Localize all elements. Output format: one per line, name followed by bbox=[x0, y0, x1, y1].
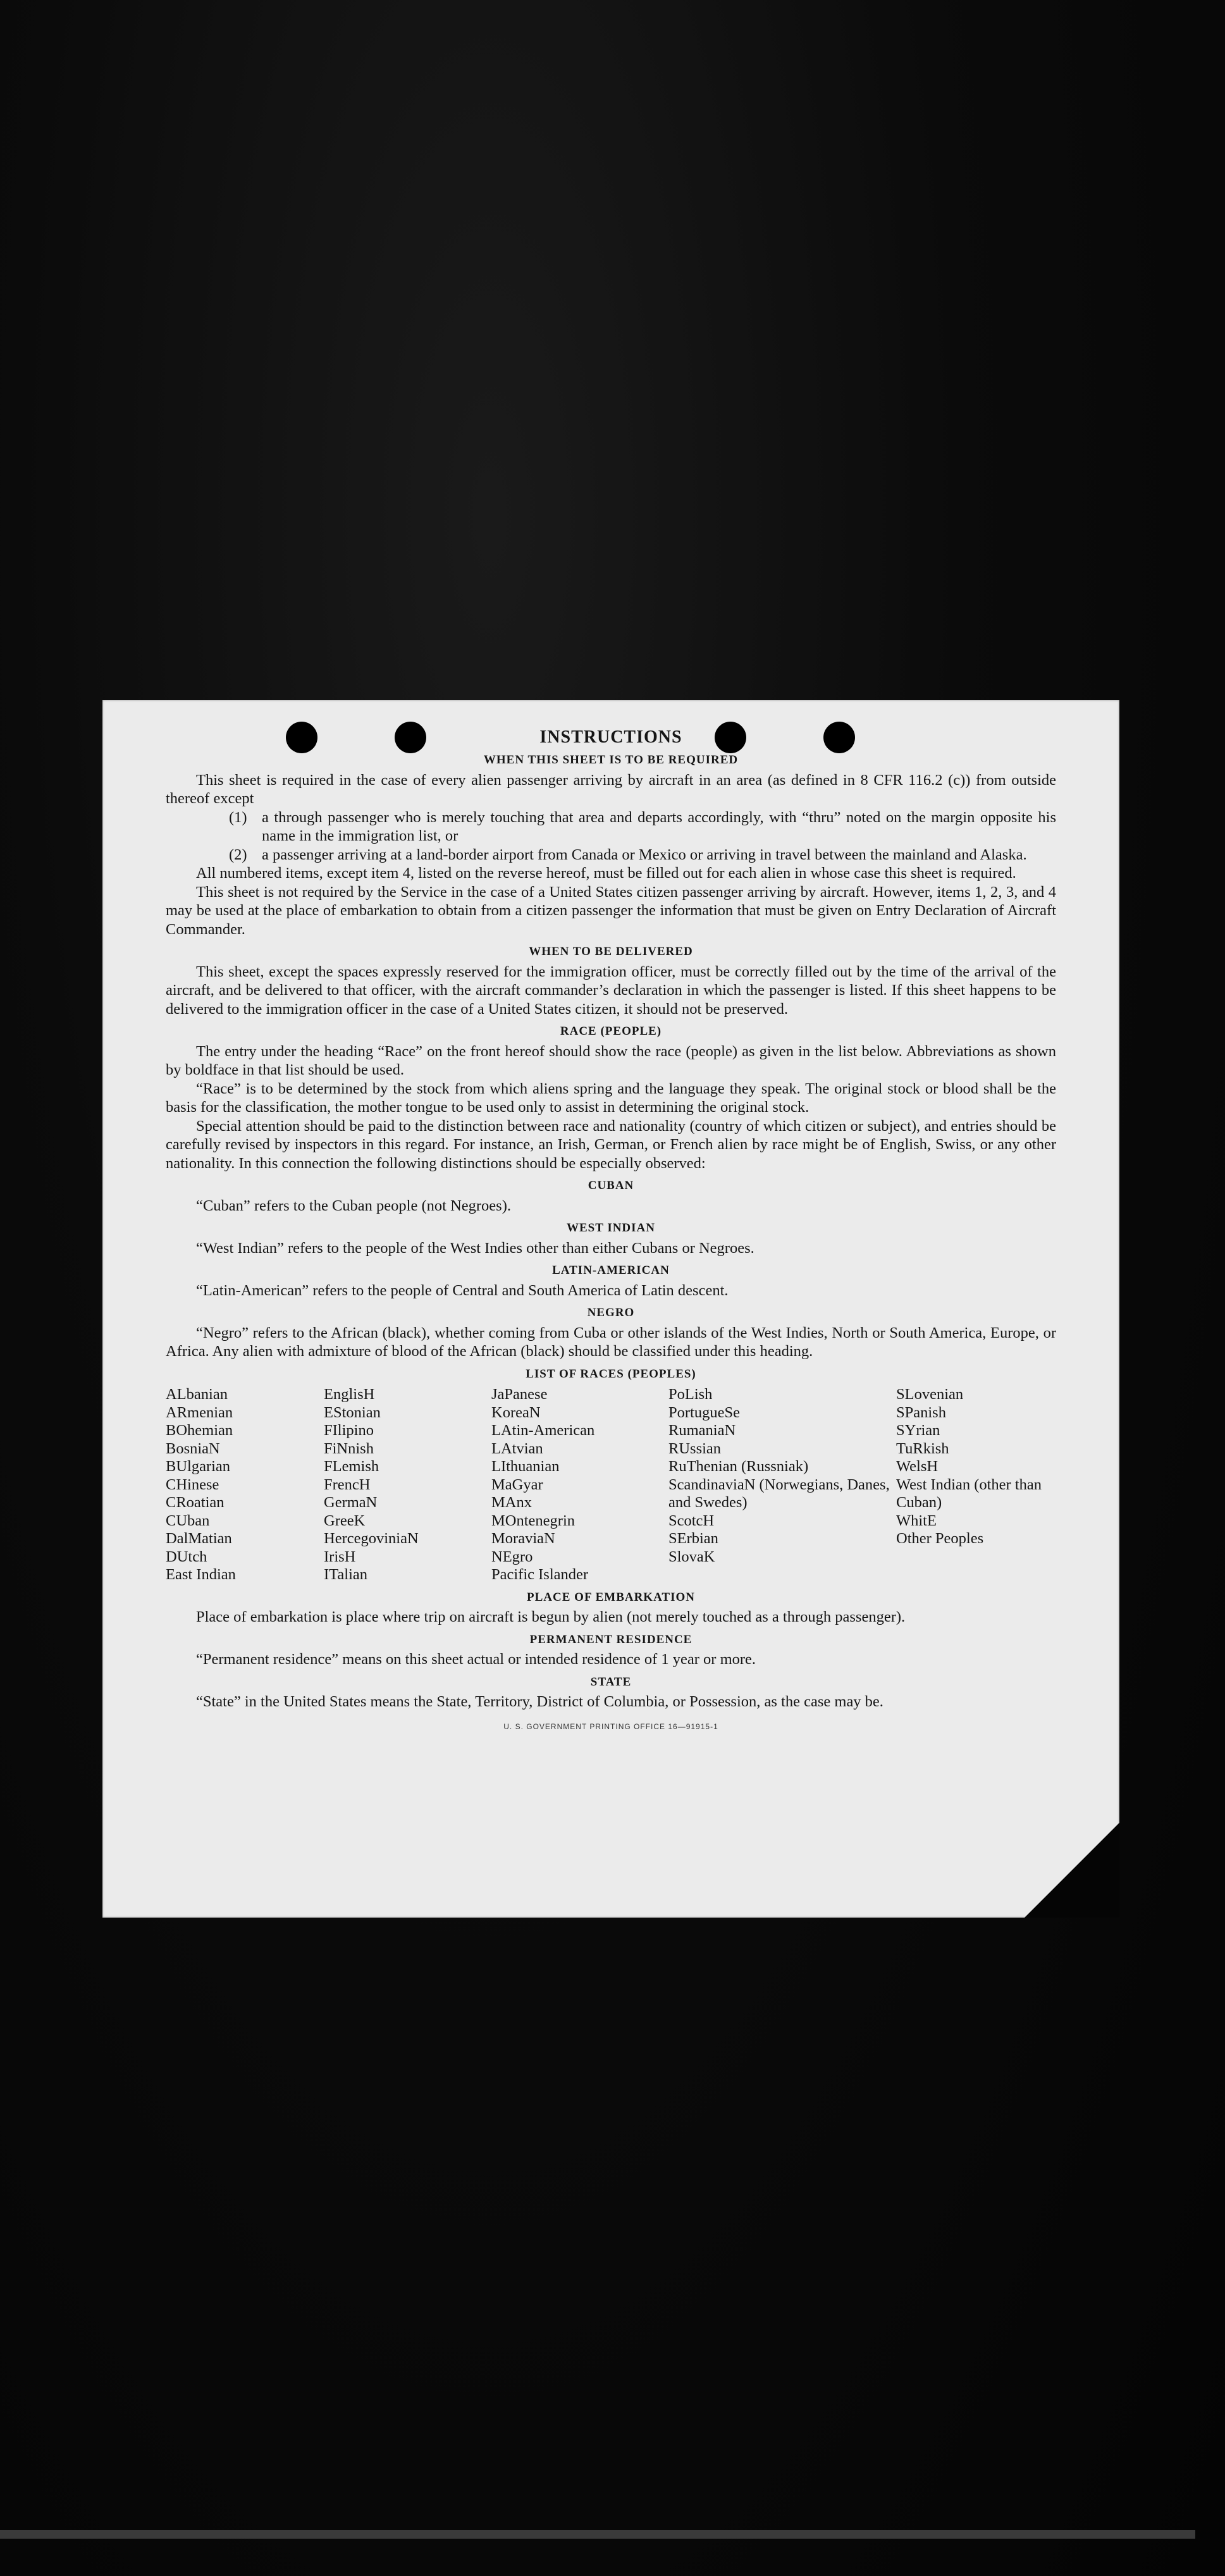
heading-negro: NEGRO bbox=[587, 1306, 635, 1319]
race-entry: SPanish bbox=[896, 1403, 946, 1421]
race-entry: East Indian bbox=[166, 1566, 236, 1583]
race-entry: CHinese bbox=[166, 1476, 219, 1493]
race-entry: TuRkish bbox=[896, 1439, 949, 1457]
race-entry: MoraviaN bbox=[491, 1530, 555, 1547]
race-entry: WhitE bbox=[896, 1512, 937, 1529]
item-number: (2) bbox=[229, 846, 247, 863]
race-entry: FLemish bbox=[324, 1458, 379, 1475]
heading-delivered: WHEN TO BE DELIVERED bbox=[529, 945, 693, 958]
race-entry: MaGyar bbox=[491, 1476, 543, 1493]
race-entry: DUtch bbox=[166, 1548, 207, 1565]
races-list bbox=[166, 1386, 1056, 1584]
race-entry: NEgro bbox=[491, 1548, 533, 1565]
item-number: (1) bbox=[229, 808, 247, 826]
heading-required: WHEN THIS SHEET IS TO BE REQUIRED bbox=[483, 753, 739, 767]
instruction-sheet bbox=[102, 700, 1119, 1918]
race-entry: LAtin-American bbox=[491, 1422, 595, 1439]
document-body bbox=[166, 728, 1056, 1736]
race-entry: MOntenegrin bbox=[491, 1512, 575, 1529]
race-entry: ScandinaviaN (Norwegians, Danes, and Swedes) bbox=[668, 1476, 890, 1511]
race-entry: IrisH bbox=[324, 1548, 356, 1565]
race-entry: FiNnish bbox=[324, 1439, 374, 1457]
race-entry: ARmenian bbox=[166, 1403, 233, 1421]
race-entry: FrencH bbox=[324, 1476, 371, 1493]
race-entry: SlovaK bbox=[668, 1548, 715, 1565]
paragraph: “Cuban” refers to the Cuban people (not Negroes). bbox=[196, 1197, 511, 1214]
race-entry: DalMatian bbox=[166, 1530, 232, 1547]
race-entry: ScotcH bbox=[668, 1512, 715, 1529]
heading-cuban: CUBAN bbox=[588, 1179, 634, 1192]
races-column bbox=[166, 1386, 324, 1584]
race-entry: CRoatian bbox=[166, 1494, 225, 1511]
race-entry: ALbanian bbox=[166, 1386, 228, 1403]
paragraph: Place of embarkation is place where trip on aircraft is begun by alien (not merely touched as a through passenger). bbox=[196, 1608, 906, 1625]
paragraph: This sheet, except the spaces expressly reserved for the immigration officer, must be correctly filled out by the time of the arrival of the aircraft, and be delivered to that officer, with the aircraft commander’s declaration in which the passenger is listed. If this sheet happens to be delivered to the immigration officer in the case of a United States citizen, it should not be preserved. bbox=[166, 963, 1056, 1018]
paragraph: This sheet is required in the case of every alien passenger arriving by aircraft in an area (as defined in 8 CFR 116.2 (c)) from outside thereof except bbox=[166, 771, 1056, 807]
race-entry: BosniaN bbox=[166, 1439, 220, 1457]
numbered-item bbox=[229, 846, 1056, 865]
heading-west-indian: WEST INDIAN bbox=[567, 1221, 655, 1235]
race-entry: LAtvian bbox=[491, 1439, 543, 1457]
paragraph: “State” in the United States means the State, Territory, District of Columbia, or Possession, as the case may be. bbox=[196, 1693, 883, 1710]
item-text: a through passenger who is merely touching that area and departs accordingly, with “thru” noted on the margin opposite his name in the immigration list, or bbox=[262, 808, 1056, 844]
race-entry: WelsH bbox=[896, 1458, 939, 1475]
races-column bbox=[668, 1386, 896, 1584]
races-column bbox=[324, 1386, 491, 1584]
race-entry: ITalian bbox=[324, 1566, 368, 1583]
printing-office-imprint: U. S. GOVERNMENT PRINTING OFFICE 16—91915-1 bbox=[503, 1722, 718, 1731]
heading-race: RACE (PEOPLE) bbox=[560, 1025, 662, 1038]
numbered-item bbox=[229, 808, 1056, 846]
heading-state: STATE bbox=[590, 1675, 632, 1689]
race-entry: Other Peoples bbox=[896, 1530, 984, 1547]
race-entry: CUban bbox=[166, 1512, 210, 1529]
race-entry: RuThenian (Russniak) bbox=[668, 1458, 809, 1475]
heading-list-of-races: LIST OF RACES (PEOPLES) bbox=[526, 1367, 696, 1381]
document-title: INSTRUCTIONS bbox=[539, 727, 682, 747]
heading-latin-american: LATIN-AMERICAN bbox=[552, 1264, 670, 1277]
race-entry: FIlipino bbox=[324, 1422, 374, 1439]
race-entry: LIthuanian bbox=[491, 1458, 560, 1475]
race-entry: GreeK bbox=[324, 1512, 366, 1529]
races-column bbox=[896, 1386, 1056, 1584]
race-entry: HercegoviniaN bbox=[324, 1530, 419, 1547]
paragraph: “West Indian” refers to the people of the West Indies other than either Cubans or Negroes. bbox=[196, 1239, 754, 1257]
race-entry: West Indian (other than Cuban) bbox=[896, 1476, 1042, 1511]
race-entry: PoLish bbox=[668, 1386, 713, 1403]
film-edge bbox=[0, 2530, 1195, 2539]
race-entry: RUssian bbox=[668, 1439, 722, 1457]
races-column bbox=[491, 1386, 668, 1584]
heading-place-of-embarkation: PLACE OF EMBARKATION bbox=[527, 1590, 695, 1604]
race-entry: SYrian bbox=[896, 1422, 940, 1439]
paragraph: “Latin-American” refers to the people of Central and South America of Latin descent. bbox=[196, 1281, 729, 1299]
paragraph: The entry under the heading “Race” on the front hereof should show the race (people) as given in the list below. Abbreviations as shown by boldface in that list should be used. bbox=[166, 1042, 1056, 1078]
race-entry: SLovenian bbox=[896, 1386, 964, 1403]
paragraph: All numbered items, except item 4, listed on the reverse hereof, must be filled out for each alien in whose case this sheet is required. bbox=[196, 865, 1016, 882]
race-entry: PortugueSe bbox=[668, 1403, 740, 1421]
race-entry: JaPanese bbox=[491, 1386, 548, 1403]
race-entry: SErbian bbox=[668, 1530, 718, 1547]
item-text: a passenger arriving at a land-border airport from Canada or Mexico or arriving in travel between the mainland and Alaska. bbox=[262, 846, 1027, 863]
race-entry: RumaniaN bbox=[668, 1422, 736, 1439]
heading-permanent-residence: PERMANENT RESIDENCE bbox=[529, 1632, 693, 1646]
paragraph: “Race” is to be determined by the stock from which aliens spring and the language they speak. The original stock or blood shall be the basis for the classification, the mother tongue to be used only to assist in determining the original stock. bbox=[166, 1080, 1056, 1116]
race-entry: EStonian bbox=[324, 1403, 381, 1421]
race-entry: Pacific Islander bbox=[491, 1566, 589, 1583]
paragraph: This sheet is not required by the Service in the case of a United States citizen passenger arriving by aircraft. However, items 1, 2, 3, and 4 may be used at the place of embarkation to obtain from a citizen passenger the information that must be given on Entry Declaration of Aircraft Commander. bbox=[166, 883, 1056, 938]
race-entry: KoreaN bbox=[491, 1403, 541, 1421]
paragraph: Special attention should be paid to the distinction between race and nationality (country of which citizen or subject), and entries should be carefully revised by inspectors in this regard. For instance, an Irish, German, or French alien by race might be of English, Swiss, or any other nationality. In this connection the following distinctions should be especially observed: bbox=[166, 1117, 1056, 1172]
paragraph: “Negro” refers to the African (black), whether coming from Cuba or other islands of the West Indies, North or South America, Europe, or Africa. Any alien with admixture of blood of the African (black) should be classified under this heading. bbox=[166, 1324, 1056, 1360]
paragraph: “Permanent residence” means on this sheet actual or intended residence of 1 year or more. bbox=[196, 1651, 756, 1668]
race-entry: MAnx bbox=[491, 1494, 532, 1511]
race-entry: GermaN bbox=[324, 1494, 378, 1511]
race-entry: EnglisH bbox=[324, 1386, 375, 1403]
race-entry: BUlgarian bbox=[166, 1458, 231, 1475]
folded-corner bbox=[1025, 1823, 1119, 1918]
race-entry: BOhemian bbox=[166, 1422, 233, 1439]
